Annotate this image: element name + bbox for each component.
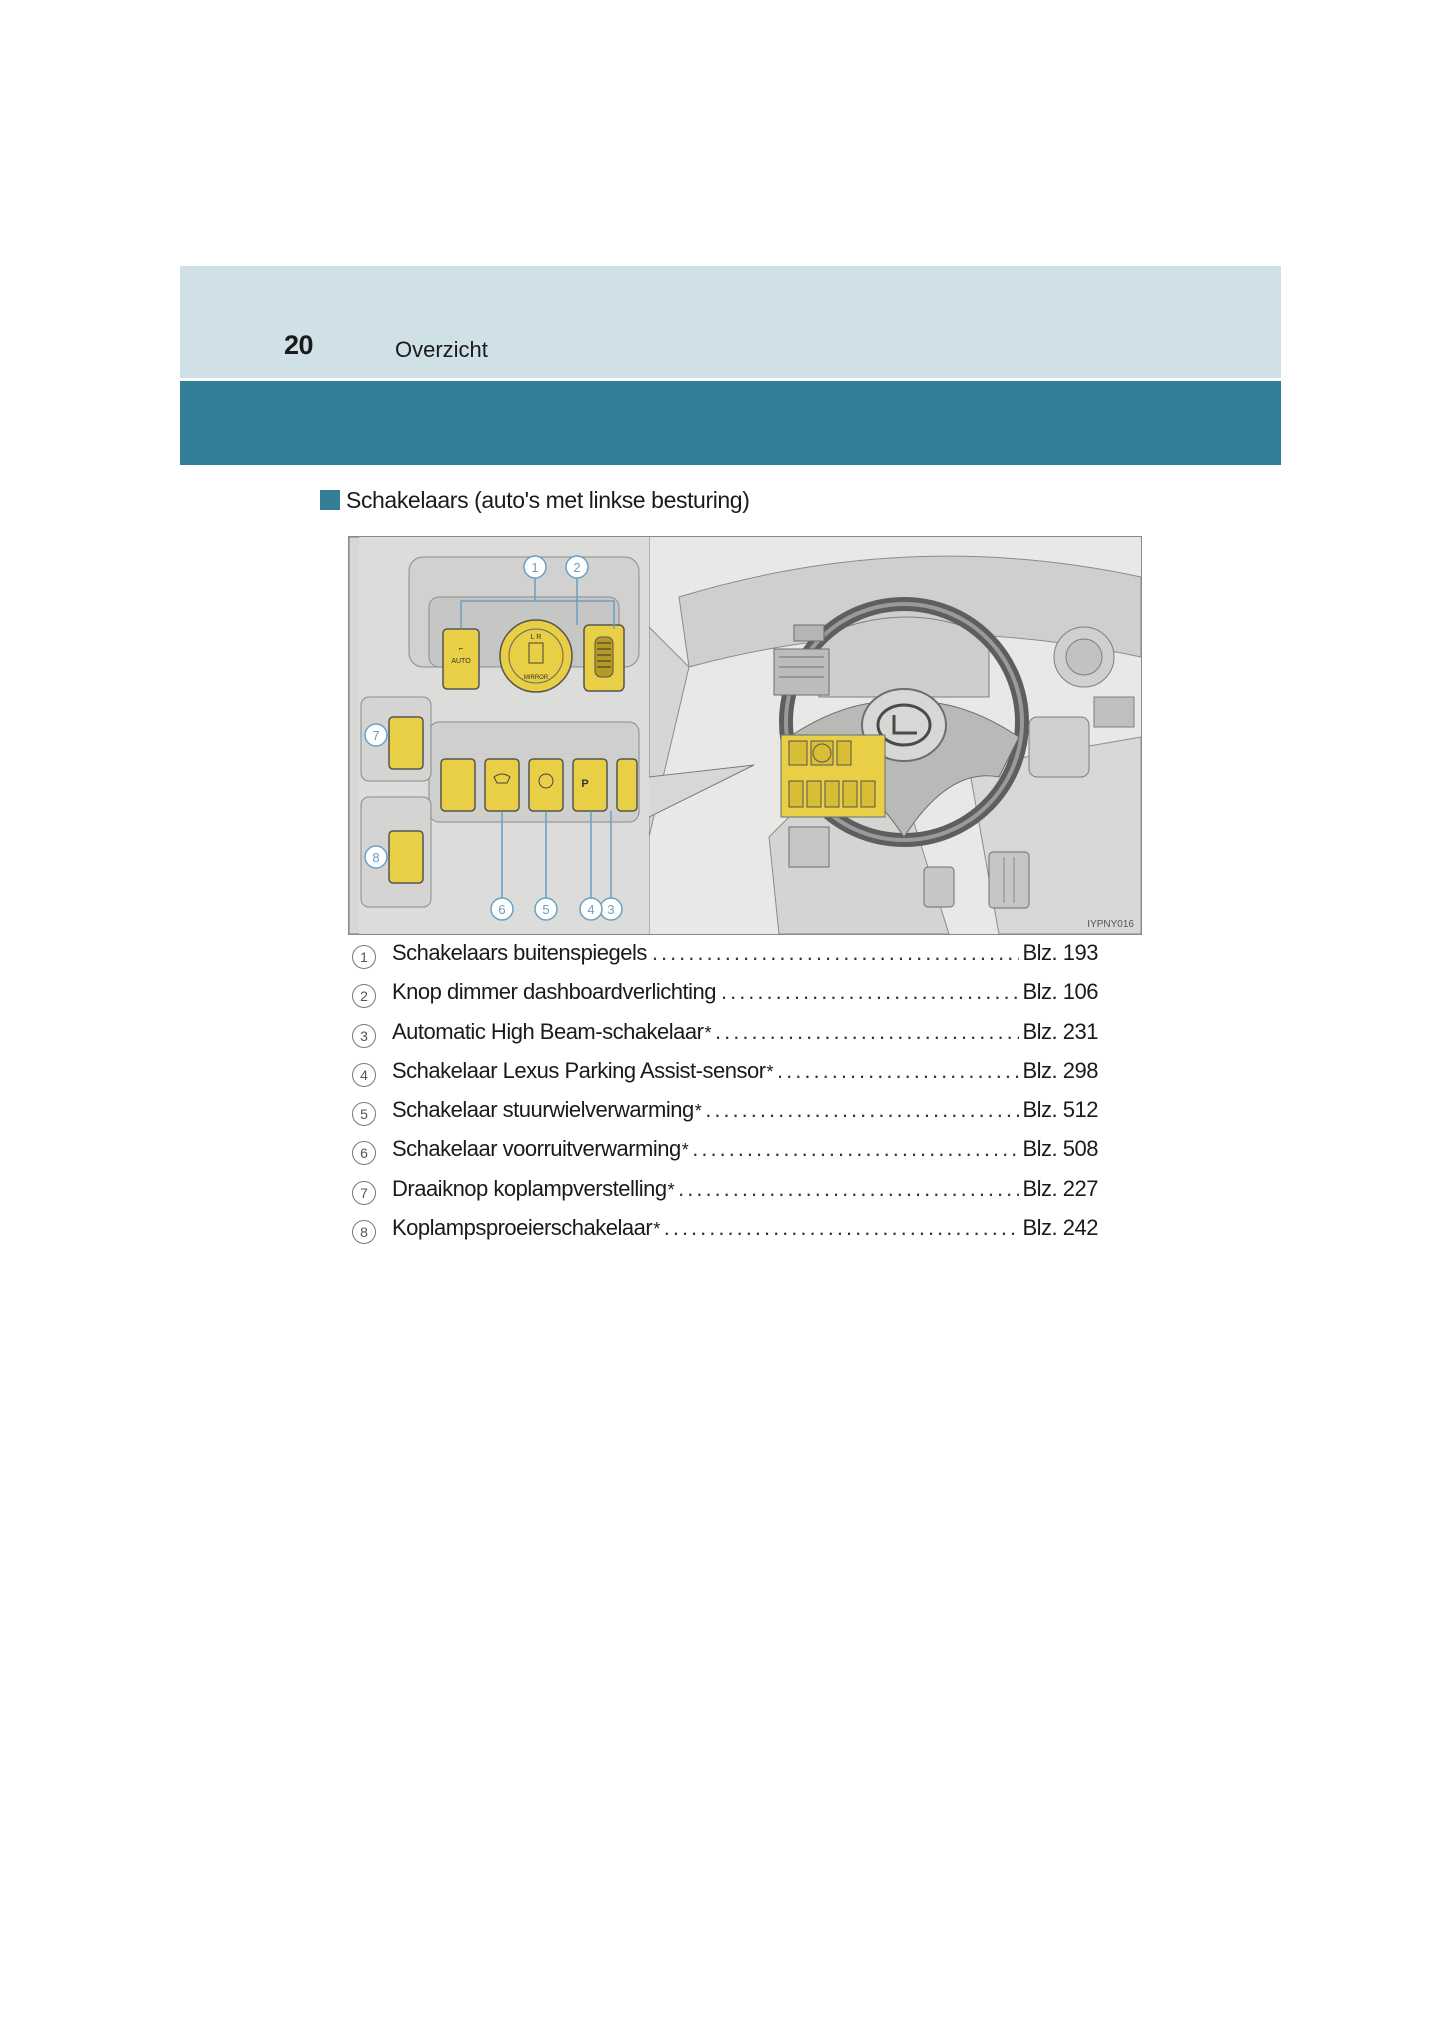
list-item: 7 Draaiknop koplampverstelling * ..... Blz. 227 [352, 1176, 1098, 1215]
callout-1: 1 [531, 560, 539, 575]
svg-text:⌐: ⌐ [458, 644, 464, 653]
item-label: Automatic High Beam-schakelaar [392, 1018, 704, 1044]
headlight-leveling-dial [389, 717, 423, 769]
mirror-label: MIRROR [523, 675, 549, 681]
switch-reference-list [352, 940, 1098, 1254]
list-item [352, 979, 1098, 1018]
callout-6: 6 [498, 902, 506, 917]
switches-illustration [348, 536, 1142, 935]
leader-dots [692, 1136, 1018, 1162]
high-beam-switch [617, 759, 637, 811]
item-page-ref: Blz. 242 [1022, 1215, 1098, 1241]
callout-7: 7 [372, 728, 380, 743]
park-label: P [581, 778, 589, 790]
callout-5: 5 [542, 902, 550, 917]
auto-label: AUTO [451, 658, 471, 665]
list-item: 3 Automatic High Beam-schakelaar * ..... Blz. 231 [352, 1019, 1098, 1058]
list-item: 4 Schakelaar Lexus Parking Assist-sensor * ..... Blz. 298 [352, 1058, 1098, 1097]
item-number: 6 [352, 1141, 376, 1165]
item-page-ref: Blz. 298 [1022, 1057, 1098, 1083]
item-page-ref: Blz. 231 [1022, 1018, 1098, 1044]
leader-dots [721, 979, 1019, 1005]
leader-dots [678, 1176, 1018, 1202]
lr-label: L R [530, 634, 542, 641]
leader-dots [652, 940, 1019, 966]
windshield-heater-switch [485, 759, 519, 811]
item-number: 8 [352, 1220, 376, 1244]
item-number: 5 [352, 1102, 376, 1126]
list-item: 6 Schakelaar voorruitverwarming * ..... Blz. 508 [352, 1136, 1098, 1175]
section-heading [320, 485, 749, 515]
item-number: 7 [352, 1181, 376, 1205]
item-label: Schakelaars buitenspiegels [392, 940, 647, 965]
item-number: 2 [352, 984, 376, 1008]
section-marker-icon [320, 490, 340, 510]
callout-2: 2 [573, 560, 581, 575]
mirror-adjust-knob [500, 620, 572, 692]
page-number: 20 [284, 330, 314, 360]
item-label: Knop dimmer dashboardverlichting [392, 979, 716, 1005]
header-band-dark [180, 381, 1281, 465]
item-page-ref: Blz. 512 [1022, 1097, 1098, 1123]
item-number: 3 [352, 1024, 376, 1048]
item-label: Schakelaar Lexus Parking Assist-sensor [392, 1057, 766, 1083]
leader-dots [664, 1215, 1019, 1241]
callout-3: 3 [607, 902, 615, 917]
header-band-light [180, 266, 1281, 378]
item-page-ref: Blz. 106 [1022, 979, 1098, 1005]
list-item [352, 940, 1098, 979]
item-label: Koplampsproeierschakelaar [392, 1215, 653, 1241]
item-label: Draaiknop koplampverstelling [392, 1175, 667, 1201]
section-title: Schakelaars (auto's met linkse besturing) [346, 486, 750, 513]
item-page-ref: Blz. 508 [1022, 1136, 1098, 1162]
leader-dots [777, 1058, 1018, 1084]
leader-dots [705, 1097, 1018, 1123]
list-item: 5 Schakelaar stuurwielverwarming * ..... Blz. 512 [352, 1097, 1098, 1136]
parking-assist-switch [573, 759, 607, 811]
figure-code: IYPNY016 [1087, 919, 1134, 930]
callout-4: 4 [587, 902, 595, 917]
item-label: Schakelaar stuurwielverwarming [392, 1097, 694, 1123]
item-number: 4 [352, 1063, 376, 1087]
list-item: 8 Koplampsproeierschakelaar * ..... Blz. 242 [352, 1215, 1098, 1254]
callout-8: 8 [372, 850, 380, 865]
page-title: Overzicht [395, 337, 488, 362]
leader-dots [715, 1019, 1019, 1045]
headlight-cleaner-switch [389, 831, 423, 883]
item-number: 1 [352, 945, 376, 969]
steering-heater-switch [529, 759, 563, 811]
item-label: Schakelaar voorruitverwarming [392, 1136, 681, 1162]
item-page-ref: Blz. 227 [1022, 1175, 1098, 1201]
item-page-ref: Blz. 193 [1022, 940, 1098, 965]
